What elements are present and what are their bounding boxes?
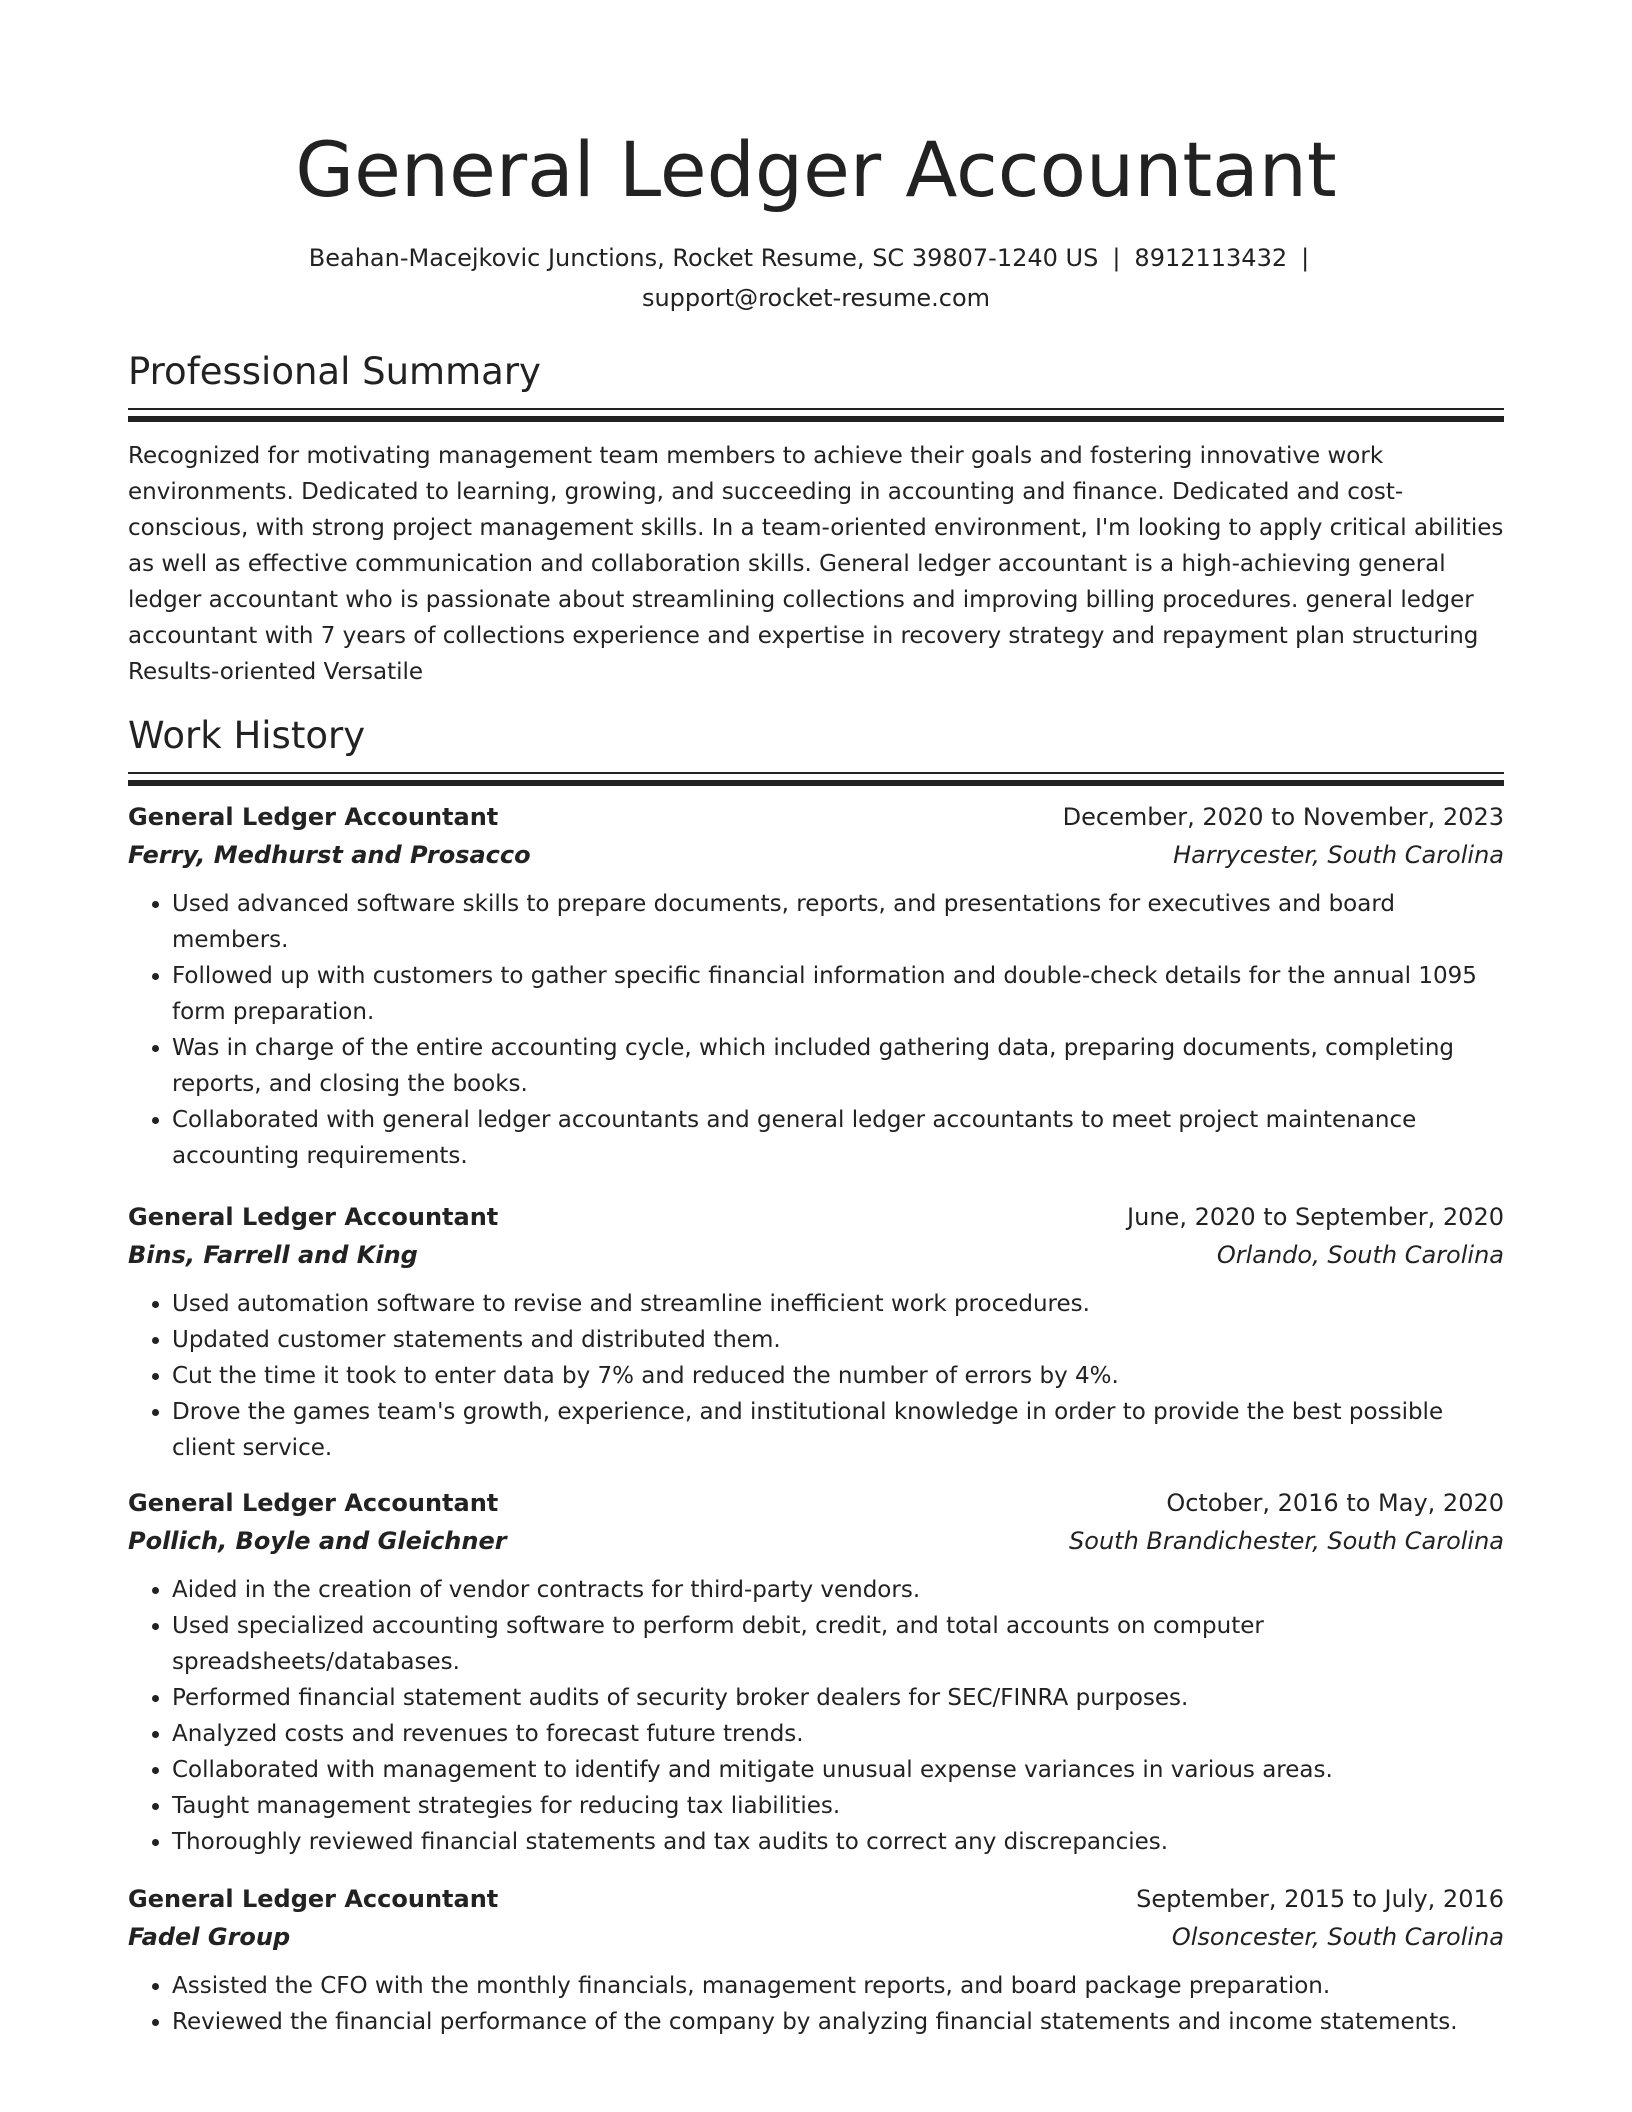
- resume-title: General Ledger Accountant: [295, 125, 1337, 214]
- job-bullet: • Aided in the creation of vendor contracts for third-party vendors.: [172, 1572, 1504, 1608]
- job-dates: September, 2015 to July, 2016: [1136, 1885, 1504, 1913]
- job-company: Fadel Group: [128, 1923, 291, 1951]
- job-subheader-row: [128, 836, 1504, 874]
- job-title: General Ledger Accountant: [128, 803, 499, 831]
- job-company: Bins, Farrell and King: [128, 1241, 418, 1269]
- contact-phone: 8912113432: [1134, 244, 1288, 272]
- summary-text: Recognized for motivating management team members to achieve their goals and fostering innovative work environments. Dedicated to learning, growing, and succeeding in accounting and finance. Dedicated and cost-conscious, with strong project management skills. In a team-oriented environment, I'm looking to apply critical abilities as well as effective communication and collaboration skills. General ledger accountant is a high-achieving general ledger accountant who is passionate about streamlining collections and improving billing procedures. general ledger accountant with 7 years of collections experience and expertise in recovery strategy and repayment plan structuring Results-oriented Versatile: [128, 443, 1504, 685]
- contact-separator: |: [1112, 244, 1121, 272]
- section-heading-summary: Professional Summary: [128, 350, 541, 393]
- job-dates: December, 2020 to November, 2023: [1062, 803, 1504, 831]
- job-bullet-list: [128, 1286, 1504, 1466]
- job-subheader-row: [128, 1236, 1504, 1274]
- contact-email[interactable]: support@rocket-resume.com: [641, 284, 991, 312]
- job-bullet-list: [128, 886, 1504, 1174]
- job-bullet: • Taught management strategies for reducing tax liabilities.: [172, 1788, 1504, 1824]
- job-subheader-row: [128, 1522, 1504, 1560]
- job-dates: June, 2020 to September, 2020: [1127, 1203, 1504, 1231]
- job-entry-4: [128, 1880, 1504, 2040]
- job-bullet-list: [128, 1572, 1504, 1860]
- section-divider: [128, 772, 1504, 784]
- job-bullet: • Was in charge of the entire accounting cycle, which included gathering data, preparing documents, completing reports, and closing the books.: [172, 1030, 1504, 1102]
- job-company: Pollich, Boyle and Gleichner: [128, 1527, 507, 1555]
- contact-address: Beahan-Macejkovic Junctions, Rocket Resume, SC 39807-1240 US: [308, 244, 1099, 272]
- job-subheader-row: [128, 1918, 1504, 1956]
- job-bullet: • Followed up with customers to gather specific financial information and double-check details for the annual 1095 form preparation.: [172, 958, 1504, 1030]
- job-bullet: • Assisted the CFO with the monthly financials, management reports, and board package preparation.: [172, 1968, 1504, 2004]
- job-bullet: • Cut the time it took to enter data by 7% and reduced the number of errors by 4%.: [172, 1358, 1504, 1394]
- job-header-row: [128, 798, 1504, 836]
- contact-line-2: [128, 278, 1504, 318]
- contact-info: [128, 238, 1504, 318]
- job-entry-2: [128, 1198, 1504, 1466]
- resume-page: [128, 0, 1504, 2040]
- job-bullet: • Used advanced software skills to prepare documents, reports, and presentations for executives and board members.: [172, 886, 1504, 958]
- job-bullet: • Collaborated with general ledger accountants and general ledger accountants to meet project maintenance accounting requirements.: [172, 1102, 1504, 1174]
- section-heading-work-history: Work History: [128, 714, 366, 757]
- job-header-row: [128, 1198, 1504, 1236]
- job-dates: October, 2016 to May, 2020: [1166, 1489, 1504, 1517]
- job-bullet: • Drove the games team's growth, experience, and institutional knowledge in order to provide the best possible client service.: [172, 1394, 1504, 1466]
- job-company: Ferry, Medhurst and Prosacco: [128, 841, 531, 869]
- job-bullet: • Used specialized accounting software to perform debit, credit, and total accounts on computer spreadsheets/databases.: [172, 1608, 1504, 1680]
- job-location: Olsoncester, South Carolina: [1171, 1923, 1504, 1951]
- job-bullet-list: [128, 1968, 1504, 2040]
- job-header-row: [128, 1880, 1504, 1918]
- work-history-section: [128, 712, 1504, 2040]
- job-entry-1: [128, 798, 1504, 1174]
- job-title: General Ledger Accountant: [128, 1885, 499, 1913]
- job-title: General Ledger Accountant: [128, 1489, 499, 1517]
- divider-thin-line: [128, 408, 1504, 410]
- job-bullet: • Performed financial statement audits of security broker dealers for SEC/FINRA purposes.: [172, 1680, 1504, 1716]
- contact-line-1: [128, 238, 1504, 278]
- job-location: South Brandichester, South Carolina: [1069, 1527, 1504, 1555]
- job-title: General Ledger Accountant: [128, 1203, 499, 1231]
- job-bullet: • Used automation software to revise and streamline inefficient work procedures.: [172, 1286, 1504, 1322]
- job-header-row: [128, 1484, 1504, 1522]
- summary-section: [128, 348, 1504, 690]
- section-divider: [128, 408, 1504, 420]
- contact-separator: |: [1301, 244, 1310, 272]
- job-bullet: • Collaborated with management to identify and mitigate unusual expense variances in various areas.: [172, 1752, 1504, 1788]
- job-entry-3: [128, 1484, 1504, 1860]
- job-location: Harrycester, South Carolina: [1173, 841, 1504, 869]
- divider-thick-line: [128, 416, 1504, 422]
- divider-thick-line: [128, 780, 1504, 786]
- divider-thin-line: [128, 772, 1504, 774]
- job-bullet: • Analyzed costs and revenues to forecast future trends.: [172, 1716, 1504, 1752]
- job-bullet: • Reviewed the financial performance of the company by analyzing financial statements and income statements.: [172, 2004, 1504, 2040]
- job-bullet: • Thoroughly reviewed financial statements and tax audits to correct any discrepancies.: [172, 1824, 1504, 1860]
- job-bullet: • Updated customer statements and distributed them.: [172, 1322, 1504, 1358]
- job-location: Orlando, South Carolina: [1216, 1241, 1504, 1269]
